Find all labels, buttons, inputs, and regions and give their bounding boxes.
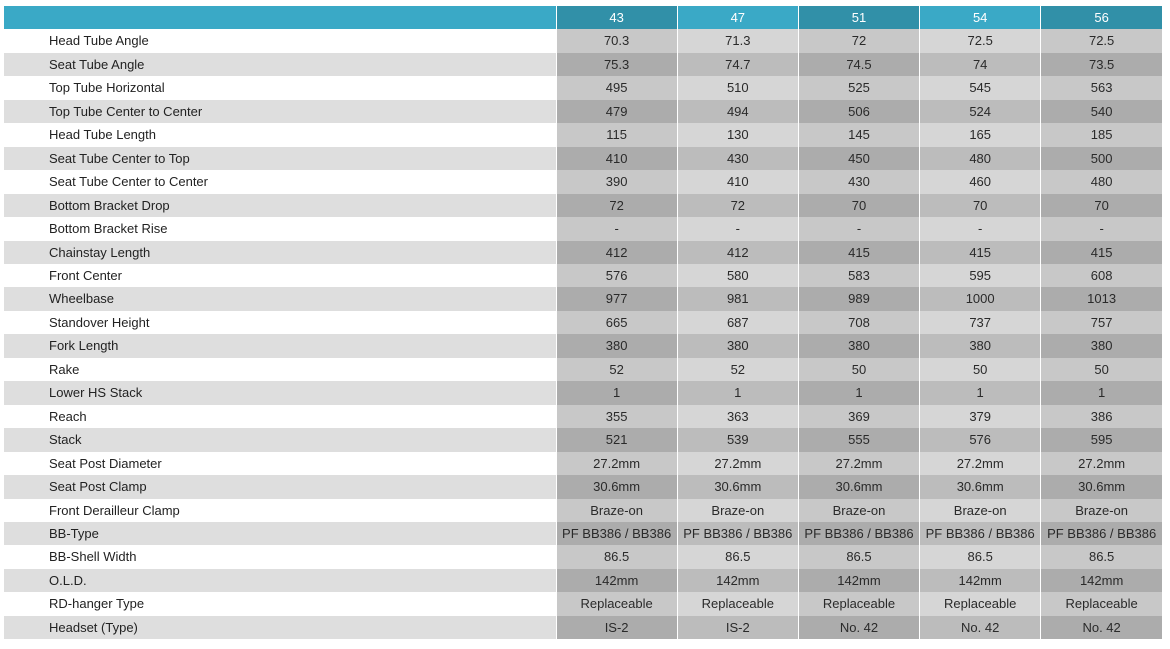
value-cell-size-43: 86.5 [556, 545, 677, 568]
table-body [4, 29, 1162, 639]
table-row [4, 170, 1162, 193]
value-cell-size-54: 1000 [920, 287, 1041, 310]
value-cell-size-47: 430 [677, 147, 798, 170]
value-cell-size-54: 165 [920, 123, 1041, 146]
value-cell-size-51: 72 [798, 29, 919, 52]
value-cell-size-47: 30.6mm [677, 475, 798, 498]
value-cell-size-47: 1 [677, 381, 798, 404]
value-cell-size-47: 71.3 [677, 29, 798, 52]
header-row [4, 6, 1162, 29]
value-cell-size-43: 30.6mm [556, 475, 677, 498]
value-cell-size-54: 415 [920, 241, 1041, 264]
value-cell-size-51: No. 42 [798, 616, 919, 639]
value-cell-size-54: 86.5 [920, 545, 1041, 568]
table-row [4, 334, 1162, 357]
value-cell-size-51: 50 [798, 358, 919, 381]
value-cell-size-47: PF BB386 / BB386 [677, 522, 798, 545]
value-cell-size-56: 27.2mm [1041, 452, 1162, 475]
value-cell-size-54: Replaceable [920, 592, 1041, 615]
row-label: Top Tube Horizontal [4, 76, 556, 99]
value-cell-size-43: 52 [556, 358, 677, 381]
value-cell-size-43: 142mm [556, 569, 677, 592]
value-cell-size-51: PF BB386 / BB386 [798, 522, 919, 545]
value-cell-size-47: 52 [677, 358, 798, 381]
row-label: Stack [4, 428, 556, 451]
value-cell-size-47: 494 [677, 100, 798, 123]
value-cell-size-54: 460 [920, 170, 1041, 193]
value-cell-size-54: 737 [920, 311, 1041, 334]
value-cell-size-54: 379 [920, 405, 1041, 428]
table-row [4, 217, 1162, 240]
value-cell-size-54: 50 [920, 358, 1041, 381]
value-cell-size-51: 86.5 [798, 545, 919, 568]
row-label: Fork Length [4, 334, 556, 357]
row-label: Lower HS Stack [4, 381, 556, 404]
value-cell-size-56: 142mm [1041, 569, 1162, 592]
row-label: Reach [4, 405, 556, 428]
value-cell-size-43: PF BB386 / BB386 [556, 522, 677, 545]
value-cell-size-43: 27.2mm [556, 452, 677, 475]
value-cell-size-43: 380 [556, 334, 677, 357]
value-cell-size-43: 410 [556, 147, 677, 170]
value-cell-size-51: 1 [798, 381, 919, 404]
value-cell-size-54: 380 [920, 334, 1041, 357]
table-row [4, 381, 1162, 404]
value-cell-size-51: - [798, 217, 919, 240]
value-cell-size-43: 115 [556, 123, 677, 146]
row-label: Chainstay Length [4, 241, 556, 264]
value-cell-size-54: 480 [920, 147, 1041, 170]
value-cell-size-56: 50 [1041, 358, 1162, 381]
value-cell-size-47: 580 [677, 264, 798, 287]
value-cell-size-47: 86.5 [677, 545, 798, 568]
table-row [4, 358, 1162, 381]
row-label: O.L.D. [4, 569, 556, 592]
value-cell-size-43: 355 [556, 405, 677, 428]
table-row [4, 264, 1162, 287]
table-row [4, 499, 1162, 522]
value-cell-size-47: IS-2 [677, 616, 798, 639]
value-cell-size-43: 72 [556, 194, 677, 217]
table-row [4, 475, 1162, 498]
table-row [4, 100, 1162, 123]
value-cell-size-51: 70 [798, 194, 919, 217]
value-cell-size-47: 27.2mm [677, 452, 798, 475]
table-row [4, 452, 1162, 475]
row-label: Wheelbase [4, 287, 556, 310]
value-cell-size-51: 145 [798, 123, 919, 146]
value-cell-size-51: 27.2mm [798, 452, 919, 475]
row-label: Top Tube Center to Center [4, 100, 556, 123]
value-cell-size-47: - [677, 217, 798, 240]
value-cell-size-56: 386 [1041, 405, 1162, 428]
value-cell-size-43: 412 [556, 241, 677, 264]
value-cell-size-54: 545 [920, 76, 1041, 99]
table-row [4, 569, 1162, 592]
row-label: Head Tube Angle [4, 29, 556, 52]
table-row [4, 405, 1162, 428]
row-label: Seat Tube Center to Center [4, 170, 556, 193]
row-label: BB-Type [4, 522, 556, 545]
value-cell-size-51: 415 [798, 241, 919, 264]
value-cell-size-47: 510 [677, 76, 798, 99]
value-cell-size-47: 380 [677, 334, 798, 357]
table-row [4, 29, 1162, 52]
value-cell-size-43: Replaceable [556, 592, 677, 615]
value-cell-size-43: 70.3 [556, 29, 677, 52]
value-cell-size-56: PF BB386 / BB386 [1041, 522, 1162, 545]
value-cell-size-51: 30.6mm [798, 475, 919, 498]
value-cell-size-54: 30.6mm [920, 475, 1041, 498]
value-cell-size-56: 72.5 [1041, 29, 1162, 52]
value-cell-size-54: 27.2mm [920, 452, 1041, 475]
value-cell-size-54: Braze-on [920, 499, 1041, 522]
value-cell-size-43: 495 [556, 76, 677, 99]
row-label: Front Derailleur Clamp [4, 499, 556, 522]
value-cell-size-56: 595 [1041, 428, 1162, 451]
row-label: BB-Shell Width [4, 545, 556, 568]
table-header [4, 6, 1162, 29]
row-label: Headset (Type) [4, 616, 556, 639]
value-cell-size-47: Replaceable [677, 592, 798, 615]
value-cell-size-43: Braze-on [556, 499, 677, 522]
value-cell-size-56: 608 [1041, 264, 1162, 287]
header-label-cell [4, 6, 556, 29]
table-row [4, 522, 1162, 545]
value-cell-size-47: 412 [677, 241, 798, 264]
value-cell-size-47: Braze-on [677, 499, 798, 522]
value-cell-size-43: 1 [556, 381, 677, 404]
value-cell-size-54: PF BB386 / BB386 [920, 522, 1041, 545]
value-cell-size-47: 539 [677, 428, 798, 451]
value-cell-size-43: 479 [556, 100, 677, 123]
table-row [4, 194, 1162, 217]
table-row [4, 147, 1162, 170]
value-cell-size-51: 525 [798, 76, 919, 99]
row-label: Bottom Bracket Drop [4, 194, 556, 217]
value-cell-size-51: 583 [798, 264, 919, 287]
table-row [4, 287, 1162, 310]
value-cell-size-56: 563 [1041, 76, 1162, 99]
row-label: Seat Tube Angle [4, 53, 556, 76]
row-label: Head Tube Length [4, 123, 556, 146]
value-cell-size-47: 363 [677, 405, 798, 428]
size-header-47: 47 [677, 6, 798, 29]
value-cell-size-56: - [1041, 217, 1162, 240]
value-cell-size-51: 450 [798, 147, 919, 170]
value-cell-size-43: 390 [556, 170, 677, 193]
table-row [4, 428, 1162, 451]
value-cell-size-47: 72 [677, 194, 798, 217]
value-cell-size-56: 1 [1041, 381, 1162, 404]
value-cell-size-56: 500 [1041, 147, 1162, 170]
value-cell-size-47: 981 [677, 287, 798, 310]
row-label: Seat Post Clamp [4, 475, 556, 498]
geometry-table [4, 6, 1162, 639]
value-cell-size-54: 524 [920, 100, 1041, 123]
row-label: Rake [4, 358, 556, 381]
value-cell-size-56: Braze-on [1041, 499, 1162, 522]
value-cell-size-54: 70 [920, 194, 1041, 217]
value-cell-size-56: 1013 [1041, 287, 1162, 310]
value-cell-size-56: 757 [1041, 311, 1162, 334]
size-header-56: 56 [1041, 6, 1162, 29]
size-header-54: 54 [920, 6, 1041, 29]
table-row [4, 545, 1162, 568]
value-cell-size-56: 70 [1041, 194, 1162, 217]
table-row [4, 311, 1162, 334]
table-row [4, 241, 1162, 264]
value-cell-size-54: 595 [920, 264, 1041, 287]
value-cell-size-54: No. 42 [920, 616, 1041, 639]
size-header-51: 51 [798, 6, 919, 29]
value-cell-size-51: 555 [798, 428, 919, 451]
row-label: Seat Tube Center to Top [4, 147, 556, 170]
value-cell-size-47: 687 [677, 311, 798, 334]
table-row [4, 592, 1162, 615]
row-label: Bottom Bracket Rise [4, 217, 556, 240]
value-cell-size-43: 576 [556, 264, 677, 287]
row-label: Front Center [4, 264, 556, 287]
value-cell-size-56: 185 [1041, 123, 1162, 146]
value-cell-size-56: 540 [1041, 100, 1162, 123]
value-cell-size-56: 380 [1041, 334, 1162, 357]
value-cell-size-51: 430 [798, 170, 919, 193]
value-cell-size-51: Braze-on [798, 499, 919, 522]
size-header-43: 43 [556, 6, 677, 29]
value-cell-size-51: Replaceable [798, 592, 919, 615]
value-cell-size-54: - [920, 217, 1041, 240]
value-cell-size-56: 480 [1041, 170, 1162, 193]
value-cell-size-43: 665 [556, 311, 677, 334]
value-cell-size-47: 410 [677, 170, 798, 193]
value-cell-size-54: 576 [920, 428, 1041, 451]
value-cell-size-54: 142mm [920, 569, 1041, 592]
value-cell-size-56: No. 42 [1041, 616, 1162, 639]
table-row [4, 616, 1162, 639]
row-label: Seat Post Diameter [4, 452, 556, 475]
value-cell-size-51: 142mm [798, 569, 919, 592]
value-cell-size-43: 977 [556, 287, 677, 310]
value-cell-size-47: 142mm [677, 569, 798, 592]
row-label: Standover Height [4, 311, 556, 334]
value-cell-size-43: IS-2 [556, 616, 677, 639]
value-cell-size-56: 30.6mm [1041, 475, 1162, 498]
value-cell-size-51: 74.5 [798, 53, 919, 76]
value-cell-size-51: 506 [798, 100, 919, 123]
row-label: RD-hanger Type [4, 592, 556, 615]
value-cell-size-51: 380 [798, 334, 919, 357]
value-cell-size-56: 415 [1041, 241, 1162, 264]
value-cell-size-54: 72.5 [920, 29, 1041, 52]
value-cell-size-47: 74.7 [677, 53, 798, 76]
value-cell-size-43: 75.3 [556, 53, 677, 76]
value-cell-size-43: - [556, 217, 677, 240]
value-cell-size-56: Replaceable [1041, 592, 1162, 615]
value-cell-size-54: 74 [920, 53, 1041, 76]
value-cell-size-54: 1 [920, 381, 1041, 404]
value-cell-size-51: 989 [798, 287, 919, 310]
value-cell-size-43: 521 [556, 428, 677, 451]
value-cell-size-51: 708 [798, 311, 919, 334]
table-row [4, 76, 1162, 99]
value-cell-size-56: 73.5 [1041, 53, 1162, 76]
value-cell-size-51: 369 [798, 405, 919, 428]
table-row [4, 123, 1162, 146]
value-cell-size-47: 130 [677, 123, 798, 146]
value-cell-size-56: 86.5 [1041, 545, 1162, 568]
table-row [4, 53, 1162, 76]
